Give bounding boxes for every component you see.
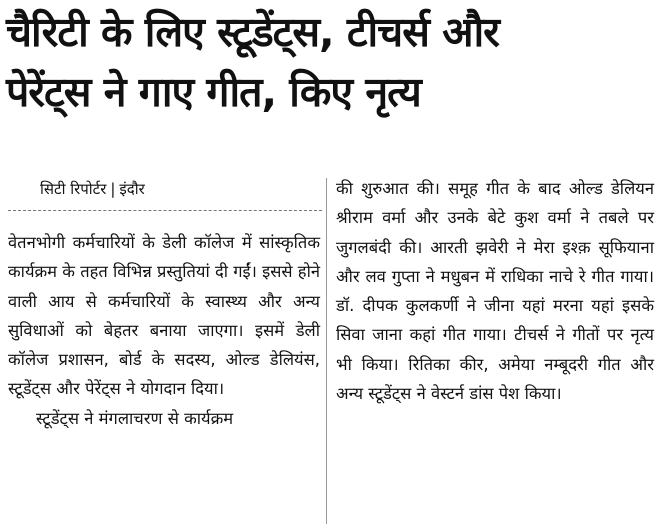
byline bbox=[40, 176, 320, 202]
byline-reporter: सिटी रिपोर्टर bbox=[40, 180, 107, 198]
left-column bbox=[8, 228, 320, 433]
column-divider bbox=[326, 178, 327, 524]
left-paragraph-1: वेतनभोगी कर्मचारियों के डेली कॉलेज में सांस्कृतिक कार्यक्रम के तहत विभिन्न प्रस्तुतियां दी गईं। इससे होने वाली आय से कर्मचारियों के स्वास्थ्य और अन्य सुविधाओं को बेहतर बनाया जाएगा। इसमें डेली कॉलेज प्रशासन, बोर्ड के सदस्य, ओल्ड डेलियंस, स्टूडेंट्स और पेरेंट्स ने योगदान दिया। bbox=[8, 233, 320, 399]
right-paragraph: की शुरुआत की। समूह गीत के बाद ओल्ड डेलियन श्रीराम वर्मा और उनके बेटे कुश वर्मा ने तबले पर जुगलबंदी की। आरती झवेरी ने मेरा इश्क़ सूफियाना और लव गुप्ता ने मधुबन में राधिका नाचे रे गीत गाया। डॉ. दीपक कुलकर्णी ने जीना यहां मरना यहां इसके सिवा जाना कहां गीत गाया। टीचर्स ने गीतों पर नृत्य भी किया। रितिका कीर, अमेया नम्बूदरी गीत और अन्य स्टूडेंट्स ने वेस्टर्न डांस पेश किया। bbox=[336, 179, 654, 404]
headline-line-2: पेरेंट्स ने गाए गीत, किए नृत्य bbox=[6, 68, 421, 116]
right-column bbox=[336, 174, 654, 408]
headline-line-1: चैरिटी के लिए स्टूडेंट्स, टीचर्स और bbox=[6, 8, 499, 56]
left-paragraph-2: स्टूडेंट्स ने मंगलाचरण से कार्यक्रम bbox=[36, 408, 234, 428]
byline-divider bbox=[8, 210, 322, 211]
byline-separator: | bbox=[110, 180, 116, 198]
headline bbox=[6, 2, 656, 122]
byline-city: इंदौर bbox=[119, 180, 145, 198]
